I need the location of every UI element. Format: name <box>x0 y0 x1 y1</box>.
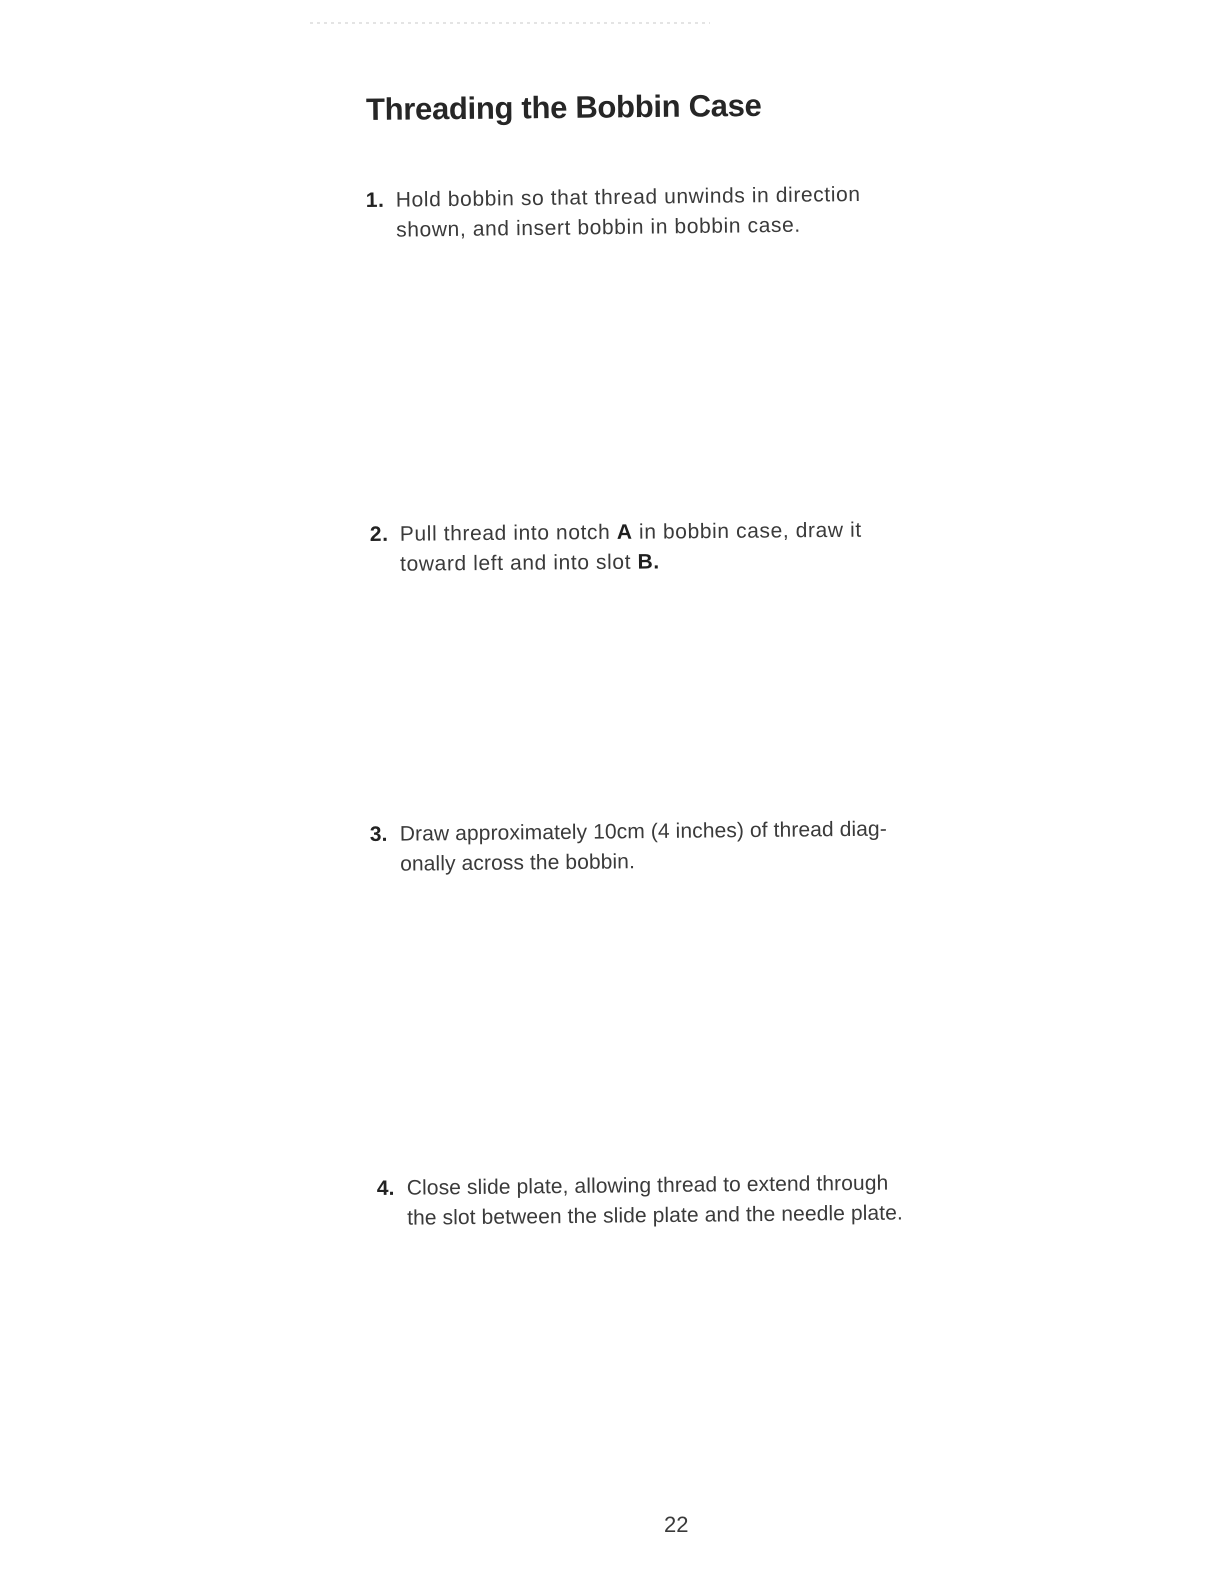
step-text-run: toward left and into slot <box>400 550 638 576</box>
step-label-marker: A <box>616 520 633 544</box>
step-number: 1. <box>365 188 385 213</box>
step-number: 2. <box>369 522 389 547</box>
step-text <box>370 516 862 580</box>
instruction-step-2 <box>370 516 862 580</box>
step-text-line <box>400 516 862 550</box>
step-text-line <box>400 546 862 580</box>
step-text-line <box>396 210 861 246</box>
step-text <box>366 180 862 246</box>
step-text <box>377 1168 903 1234</box>
step-text-run: in bobbin case, draw it <box>632 518 862 544</box>
step-text-run: Pull thread into notch <box>399 520 617 546</box>
scan-artifact <box>310 22 710 24</box>
step-text-line <box>400 815 887 850</box>
step-text-line <box>407 1198 903 1233</box>
step-number: 4. <box>376 1176 395 1201</box>
step-text-line <box>400 845 887 880</box>
step-text <box>370 815 888 880</box>
step-text-run: Close slide plate, allowing thread to extend through <box>406 1171 889 1200</box>
instruction-step-1 <box>366 180 862 246</box>
page-number: 22 <box>664 1512 689 1537</box>
step-text-run: shown, and insert bobbin in bobbin case. <box>396 213 801 242</box>
step-number: 3. <box>369 822 388 847</box>
instruction-step-4 <box>377 1168 903 1234</box>
step-label-marker: B. <box>637 550 660 574</box>
page-title: Threading the Bobbin Case <box>365 87 762 127</box>
step-text-run: Draw approximately 10cm (4 inches) of thread diag- <box>399 817 887 846</box>
step-text-run: onally across the bobbin. <box>400 850 636 876</box>
step-text-run: the slot between the slide plate and the needle plate. <box>407 1201 904 1230</box>
instruction-step-3 <box>370 815 888 880</box>
step-text-run: Hold bobbin so that thread unwinds in direction <box>395 182 861 212</box>
